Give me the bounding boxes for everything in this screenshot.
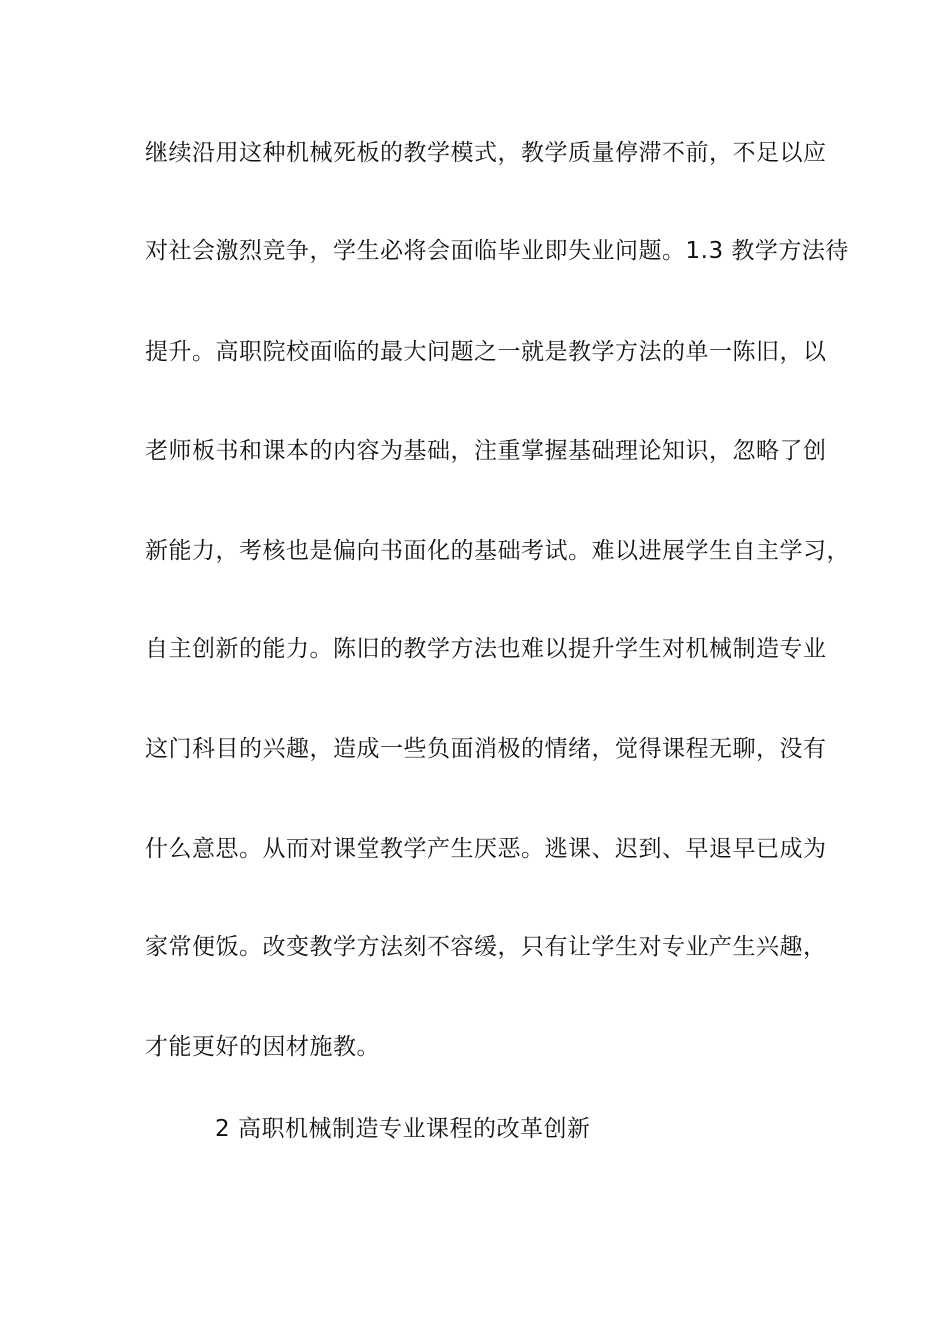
paragraph-line: 这门科目的兴趣，造成一些负面消极的情绪，觉得课程无聊，没有 (145, 736, 827, 762)
section-heading: 2 高职机械制造专业课程的改革创新 (215, 1116, 591, 1142)
paragraph-line: 新能力，考核也是偏向书面化的基础考试。难以进展学生自主学习， (145, 538, 850, 564)
paragraph-line: 什么意思。从而对课堂教学产生厌恶。逃课、迟到、早退早已成为 (145, 836, 827, 862)
paragraph-line: 对社会激烈竞争，学生必将会面临毕业即失业问题。1.3 教学方法待 (145, 238, 849, 264)
paragraph-line: 才能更好的因材施教。 (145, 1034, 380, 1060)
paragraph-line: 提升。高职院校面临的最大问题之一就是教学方法的单一陈旧，以 (145, 339, 827, 365)
paragraph-line: 继续沿用这种机械死板的教学模式，教学质量停滞不前，不足以应 (145, 140, 827, 166)
paragraph-line: 老师板书和课本的内容为基础，注重掌握基础理论知识，忽略了创 (145, 438, 827, 464)
paragraph-line: 自主创新的能力。陈旧的教学方法也难以提升学生对机械制造专业 (145, 636, 827, 662)
paragraph-line: 家常便饭。改变教学方法刻不容缓，只有让学生对专业产生兴趣， (145, 934, 827, 960)
